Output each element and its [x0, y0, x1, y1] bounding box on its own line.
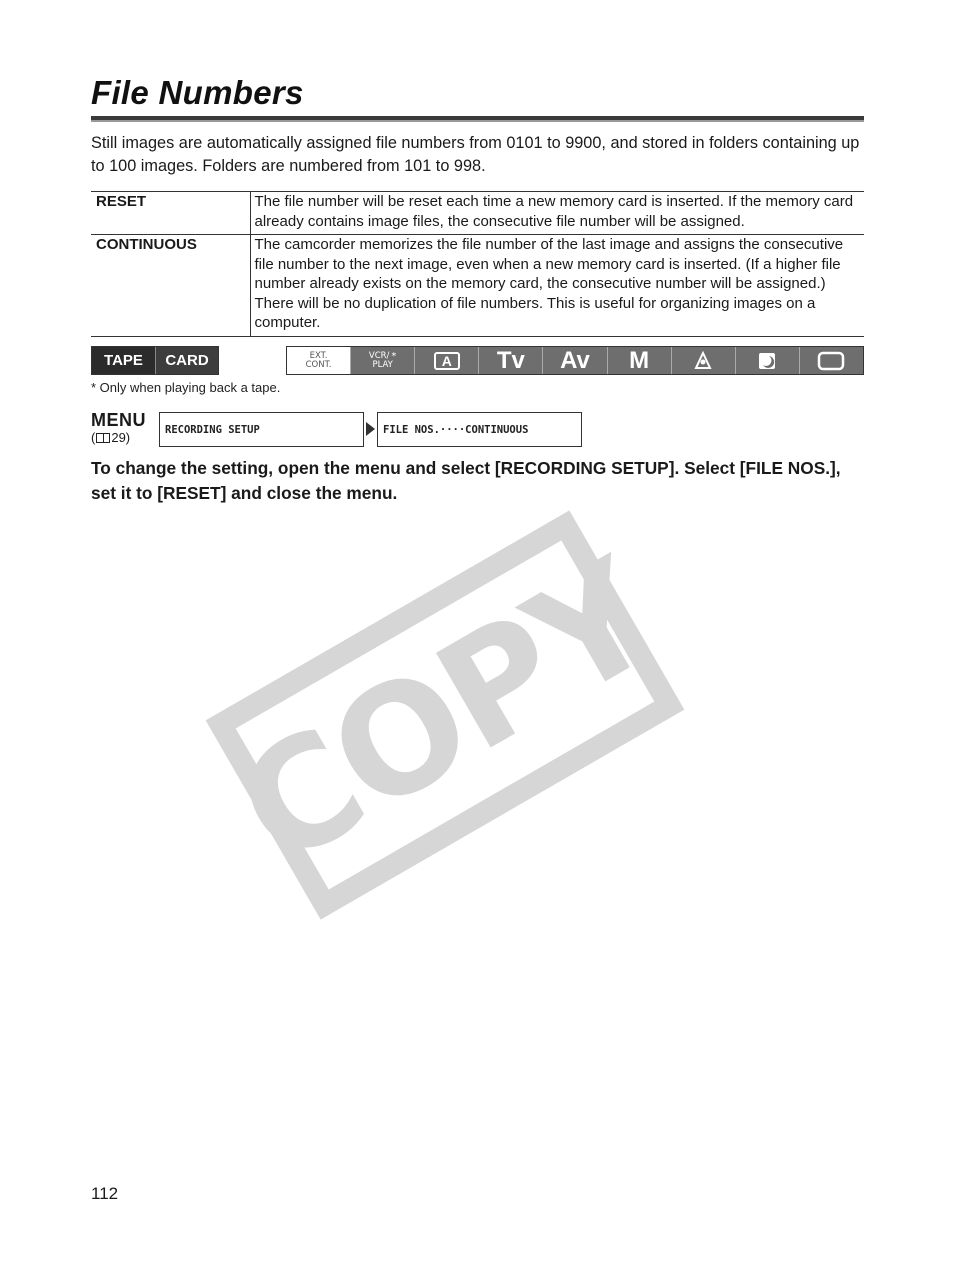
- table-row: [91, 235, 864, 337]
- page-number: 112: [91, 1184, 119, 1203]
- menu-step-file-nos: FILE NOS.····CONTINUOUS: [377, 412, 582, 447]
- book-icon: [96, 433, 110, 443]
- menu-page-ref: ( 29): [91, 430, 131, 445]
- media-mode-bar: [91, 346, 219, 375]
- manual-mode: M: [607, 347, 671, 374]
- av-mode: Av: [542, 347, 606, 374]
- intro-text: Still images are automatically assigned file numbers from 0101 to 9900, and stored in folders containing up to 100 images. Folders are numbered from 101 to 998.: [91, 134, 860, 175]
- menu-label: MENU: [91, 410, 146, 430]
- frame-icon: [799, 347, 863, 374]
- menu-step-recording-setup: RECORDING SETUP: [159, 412, 364, 447]
- copy-watermark: COPY: [206, 510, 685, 919]
- portrait-icon: [671, 347, 735, 374]
- option-key-reset: RESET: [91, 192, 250, 235]
- footnote-star: *: [391, 350, 397, 362]
- ext-cont-mode: EXT. CONT.: [287, 347, 350, 374]
- option-key-continuous: CONTINUOUS: [91, 235, 250, 337]
- options-table: [91, 191, 864, 337]
- option-desc-reset: The file number will be reset each time a new memory card is inserted. If the memory card already contains image files, the consecutive file number will be assigned.: [250, 192, 864, 235]
- footnote: * Only when playing back a tape.: [91, 380, 281, 395]
- instruction-text: To change the setting, open the menu and select [RECORDING SETUP]. Select [FILE NOS.], set it to [RESET] and close the menu.: [91, 458, 841, 503]
- option-desc-continuous: The camcorder memorizes the file number of the last image and assigns the consecutive file number to the next image, even when a new memory card is inserted. (If a higher file number already exists on the memory card, the consecutive number will be assigned.) There will be no duplication of file numbers. This is useful for organizing images on a computer.: [250, 235, 864, 337]
- vcr-play-mode: VCR/ * PLAY: [350, 347, 414, 374]
- shooting-mode-bar: [286, 346, 864, 375]
- page-title: File Numbers: [91, 74, 304, 111]
- auto-mode-icon: A: [414, 347, 478, 374]
- night-icon: [735, 347, 799, 374]
- tv-mode: Tv: [478, 347, 542, 374]
- table-row: [91, 192, 864, 235]
- card-mode-badge: CARD: [155, 347, 218, 374]
- title-rule: [91, 116, 864, 122]
- arrow-right-icon: [366, 422, 375, 436]
- tape-mode-badge: TAPE: [92, 347, 155, 374]
